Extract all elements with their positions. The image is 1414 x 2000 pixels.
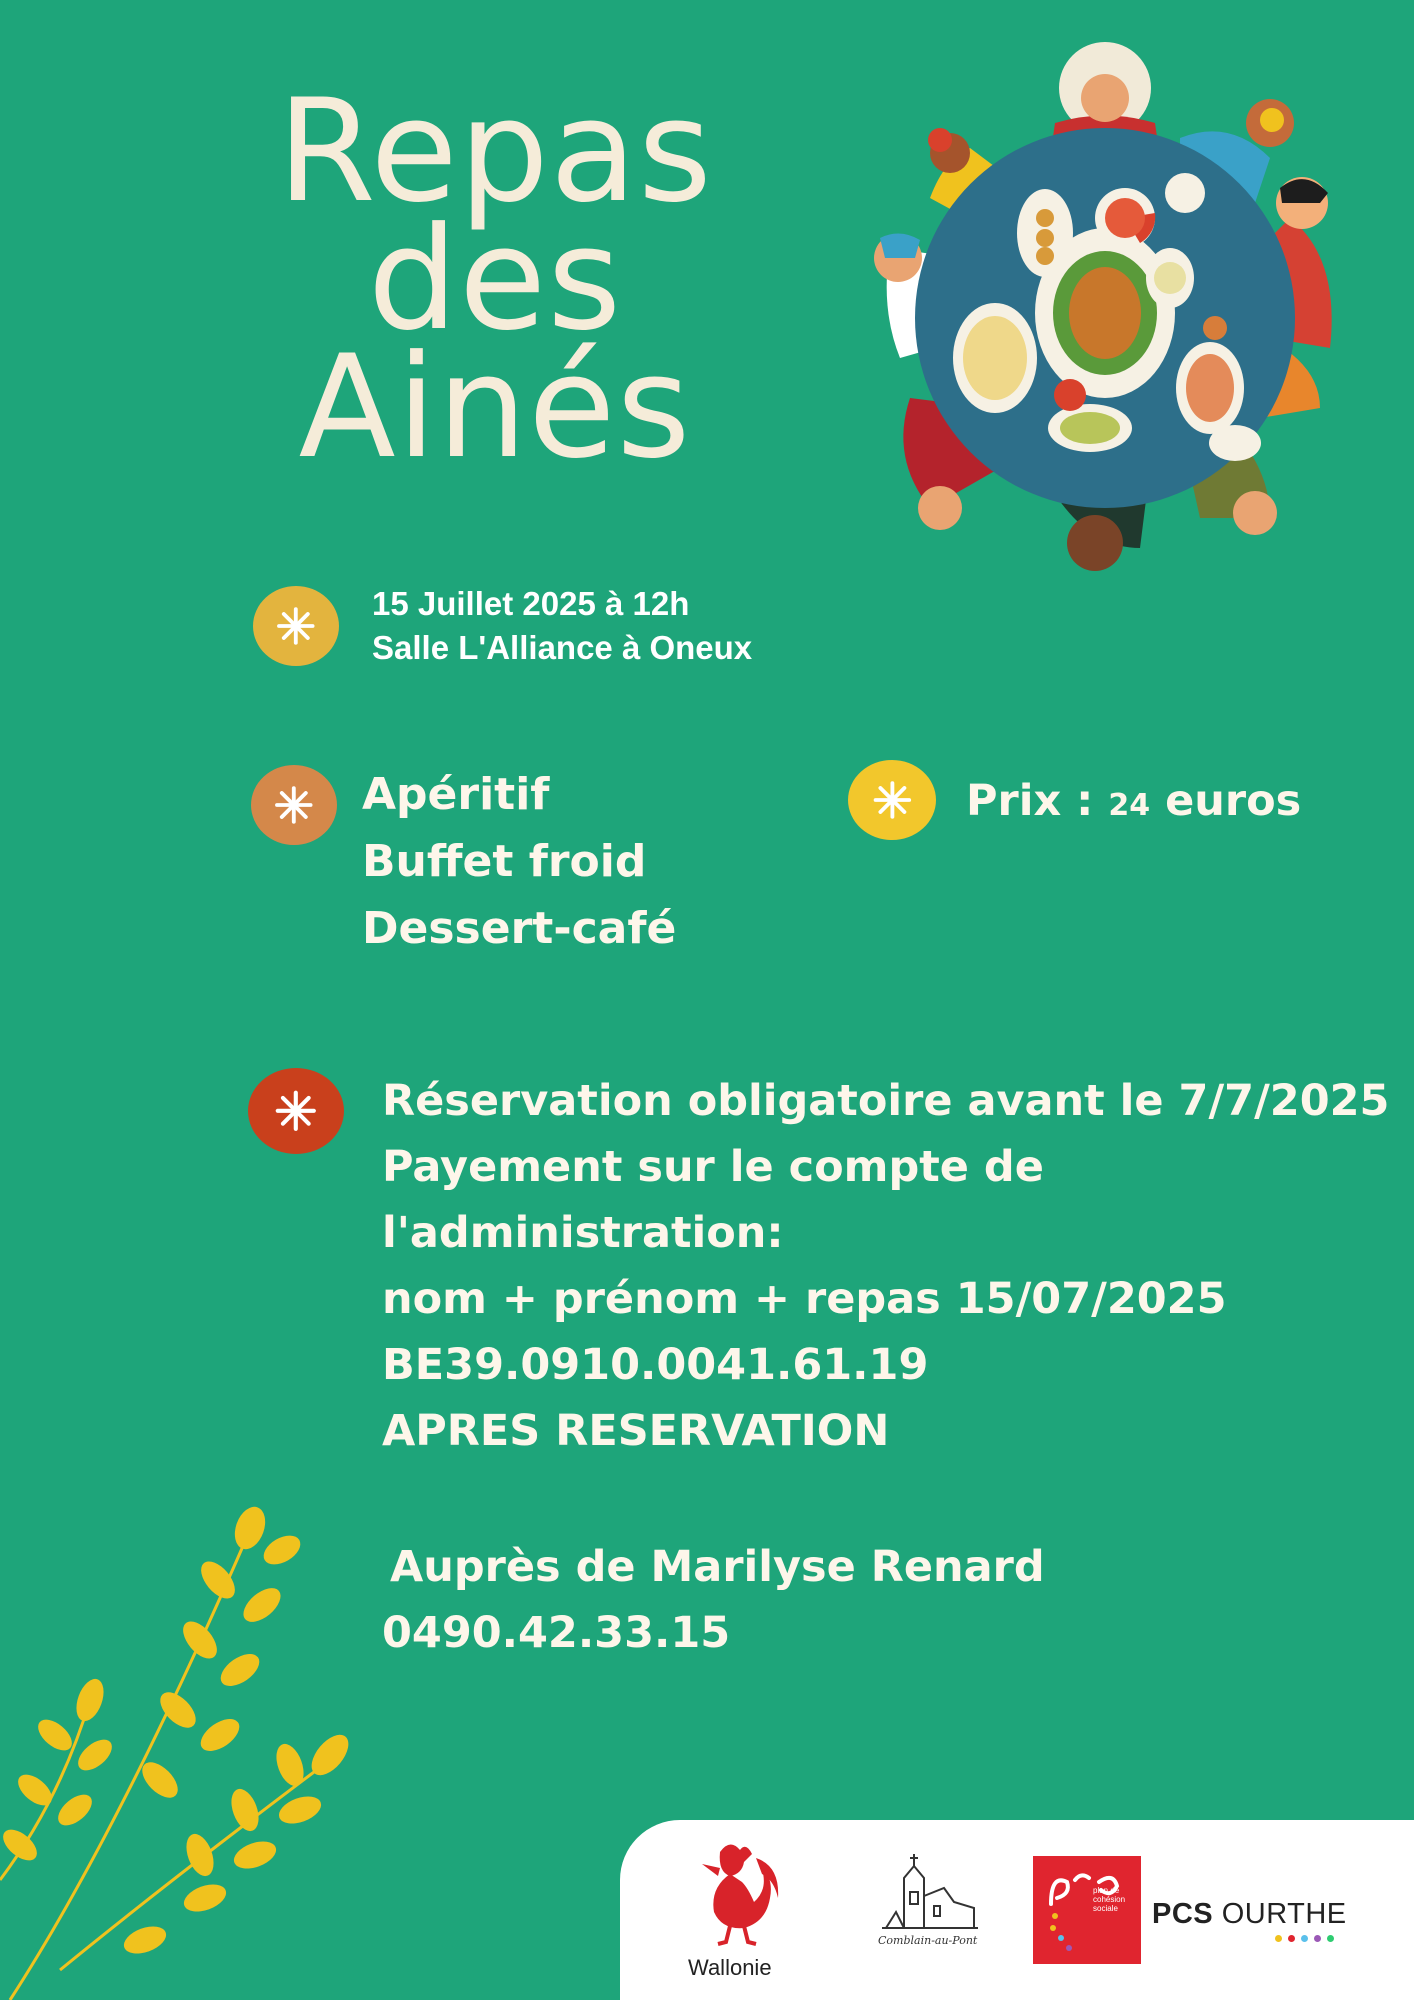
asterisk-bullet-icon — [248, 1068, 344, 1154]
reservation-administration: l'administration: — [382, 1208, 784, 1258]
commune-name: Comblain-au-Pont — [878, 1934, 978, 1947]
asterisk-bullet-icon — [848, 760, 936, 840]
price-unit: euros — [1165, 776, 1302, 826]
reservation-deadline: Réservation obligatoire avant le 7/7/2025 — [382, 1076, 1390, 1126]
pcs-small-text: plan de cohésion sociale — [1093, 1886, 1126, 1913]
pcs-ourthe-label — [1152, 1898, 1347, 1931]
asterisk-icon — [866, 776, 919, 824]
price-info — [966, 776, 1301, 826]
price-label: Prix : — [966, 776, 1094, 826]
dot-blue — [1301, 1935, 1308, 1942]
pcs-label-light: OURTHE — [1221, 1898, 1347, 1930]
asterisk-icon — [268, 781, 320, 829]
title-line-3: Ainés — [298, 325, 692, 490]
event-venue: Salle L'Alliance à Oneux — [372, 629, 753, 666]
dot-yellow — [1275, 1935, 1282, 1942]
asterisk-bullet-icon — [253, 586, 339, 666]
title-line-1: Repas — [277, 69, 713, 234]
price-amount: 24 — [1108, 788, 1151, 823]
yellow-plant-icon — [0, 1500, 420, 2000]
dot-purple — [1314, 1935, 1321, 1942]
asterisk-bullet-icon — [251, 765, 337, 845]
pcs-logo-icon — [1033, 1856, 1141, 1964]
pcs-colour-dots — [1275, 1935, 1334, 1942]
reservation-after: APRES RESERVATION — [382, 1406, 890, 1456]
reservation-iban: BE39.0910.0041.61.19 — [382, 1340, 929, 1390]
reservation-reference: nom + prénom + repas 15/07/2025 — [382, 1274, 1227, 1324]
commune-logo-text — [874, 1928, 984, 1956]
event-date: 15 Juillet 2025 à 12h — [372, 585, 690, 622]
menu-item-aperitif: Apéritif — [362, 769, 550, 820]
menu-item-dessert: Dessert-café — [362, 903, 677, 954]
reservation-phone: 0490.42.33.15 — [382, 1608, 731, 1658]
reservation-contact: Auprès de Marilyse Renard — [390, 1542, 1045, 1592]
wallonie-label: Wallonie — [688, 1955, 772, 1980]
pcs-label-bold: PCS — [1152, 1898, 1214, 1930]
dinner-table-illustration — [850, 28, 1360, 608]
reservation-payment: Payement sur le compte de — [382, 1142, 1044, 1192]
footer-logos — [620, 1820, 1414, 2000]
menu-item-buffet: Buffet froid — [362, 836, 647, 887]
dot-green — [1327, 1935, 1334, 1942]
poster-title — [255, 69, 735, 490]
asterisk-icon — [267, 1085, 325, 1137]
title-line-2: des — [367, 197, 623, 362]
wallonie-rooster-icon — [690, 1838, 782, 1950]
asterisk-icon — [270, 602, 322, 650]
dot-red — [1288, 1935, 1295, 1942]
